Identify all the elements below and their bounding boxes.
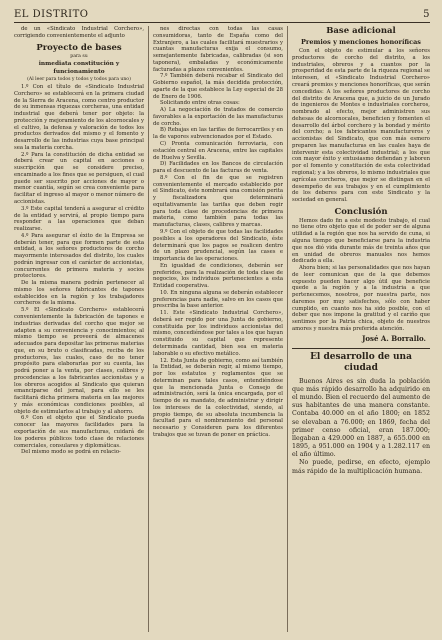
paragraph: 3.º Este capital tenderá a asegurar el crédito de la entidad y servirá, al propio tiempo para responder a las operaciones que deban realizarse.	[14, 205, 144, 233]
paragraph: 9.º Con el objeto de que todas las facilidades posibles a los operadores del Sindicato, éste determinará que los pagos se realicen dentro de un plazo prudencial, según las cases e importancia de las operaciones.	[153, 228, 283, 263]
intro-paragraph: de un «Sindicato Industrial Corchero», corrigiendo convenientemente el adjunto	[14, 26, 144, 39]
paragraph: 11. Este «Sindicato Industrial Corchero», deberá ser regido por una Junta de gobierno, constituida por los individuos accionistas del mismo, concediéndose por tales a los que hayan constituido su capital que represente determinada cantidad, bien sea en materia laborable o su efectivo metálico.	[153, 310, 283, 357]
paragraph: Buenos Aires es sin duda la población que más rápido desarrollo ha adquirido en el mundo. Bien el recuerdo del aumento de sus habitantes de una manera constante. Contaba 40.000 en el año 1800; en 1852 se elevaban a 76.000; en 1869, fecha del primer censo oficial, eran 187.000; llegaban a 429.000 en 1887, a 655.000 en 1895, a 951.000 en 1904 y a 1.282.117 en el año último.	[292, 377, 430, 459]
paragraph: 2.º Para la constitución de dicha entidad se deberá crear un capital en acciones o suscripción que se considere preciso, encaminado a los fines que se persiguen, el cual puede ser suscrito por acciones de mayor o menor cuantía, según se crea conveniente para facilitar el ingreso al mayor o menor número de accionistas.	[14, 151, 144, 205]
paragraph: Solicitando entre otras cosas:	[160, 100, 240, 107]
paragraph: A) La negociación de tratados de comercio favorables a la exportación de las manufacturas de corcho.	[153, 107, 283, 127]
section-rule	[292, 348, 430, 349]
paragraph: No puede, pedirse, en efecto, ejemplo más rápido de la multiplicación humana.	[292, 459, 430, 475]
column-divider	[148, 26, 149, 632]
paragraph: 4.º Para asegurar el éxito de la Empresa se deberán tener, para que formen parte de esta entidad, a los señores productores de corcho mayormente interesados del distrito, los cuales podrán ingresar con el carácter de accionistas, concurrentes de primera materia y socios protectores.	[14, 232, 144, 280]
section-subtitle-2: inmediata constitución y funcionamiento	[38, 61, 120, 75]
conclusion-title: Conclusión	[334, 206, 388, 217]
paragraph: 7.º También deberá recabar el Sindicato del Gobierno español, la más decidida protección, aparte de la que establece la Ley especial de 28 de Enero de 1906.	[153, 73, 283, 100]
header-rule	[14, 22, 430, 23]
paragraph: nes directas con todas las casas consumidoras, tanto de España como del Extranjero, a las cuales facilitará muestrarios y cuantas manufacturas exija el consumo, semejantemente fabricadas, calibradas (si son taponera), embaladas y económicamente facturadas a plazos convenientes.	[153, 26, 283, 73]
paragraph: 8.º Con el fin de que se registren convenientemente el mercado establecido por el Sindicato, éste nombrará una comisión perita y fiscalizadora que determinará equitativamente las tarifas que deben regir para toda clase de procedencias de primera materia, como también para todas las manufacturas, clases, calibres y marcas.	[153, 174, 283, 229]
paragraph: 5.º El «Sindicato Corchero» establecerá convenientemente la fabricación de tapones e industrias derivadas del corcho que mejor se adapten a su conveniencia y conocimientos; al mismo tiempo se proveerá de almacenes adecuados para depositar las primeras materias que, en su bruto o clasificadas, reciba de los productores, las cuales, caso de no tener propósito para elaborarlas por su cuenta, las podrá poner a la venta, por clases, calibres y procedencias a los fabricantes accionistas y a los obreros acogidos al Sindicato que quieran emanciparse del jornal, para ello se les facilitará dicha primera materia en las mejores y más económicas condiciones posibles, al objeto de estimularlos al trabajo y al ahorro.	[14, 307, 144, 415]
paragraph: En igualdad de condiciones, deberán ser preferidos, para la realización de toda clase de negocios, los individuos pertenecientes a esta Entidad cooperativa.	[153, 262, 283, 290]
paragraph: Ahora bien; si las personalidades que nos hayan de leer comunican que de la que debemos expuesto pueden hacer algo útil que beneficie quede a la región y a la industria a que pertenecemos, nosotros, por nuestra parte, nos daremos por muy satisfechos, sólo con haber cumplido, en cuanto nos ha sido posible, con el deber que nos impone la gratitud y el cariño que sentimos por la Patria chica, objeto de nuestros amores y nuestra más preferida atención.	[292, 265, 430, 332]
page-number: 5	[423, 9, 430, 20]
paragraph: 10. En ninguna alguna se deberán establecer preferencias para nadie, salvo en los casos que prescriba la base anterior.	[153, 289, 283, 310]
paragraph: Hemos dado fin a este modesto trabajo, el cual no tiene otro objeto que el de poder ser de alguna utilidad a la región que nos ha servido de cuna, si alguna tiempo que beneficiarse para la industria que nos dió vida durante más de treinta años que en unidad de obreros manuales nos hemos dedicado a ella.	[292, 217, 430, 265]
author-signature: José A. Borrallo.	[362, 333, 426, 343]
column-1	[14, 26, 144, 634]
motto: (Al leer para todos y todos y todos para uno)	[27, 77, 131, 83]
paragraph: C) Pronta comunicación ferroviaria, con estación central en Aracena, entre las capitales de Huelva y Sevilla.	[153, 141, 283, 161]
column-2	[153, 26, 283, 634]
section-subtitle: Premios y menciones honoríficas	[301, 37, 421, 46]
paragraph: Del mismo modo se podrá en relacio-	[21, 449, 121, 456]
paragraph: 12. Esta Junta de gobierno, como así también la Entidad, se deberán regir, al mismo tiempo, por los estatutos y reglamentos que se determinan para tales casos, entendiéndose que la mencionada Junta o Consejo de administración, será la única encargada, por el tiempo de su mandato, de administrar y dirigir los intereses de la colectividad, siendo, al propio tiempo, de su absoluta incumbencia la facultad para el nombramiento del personal necesario y Consideren para los diferentes trabajos que se tuvan de poner en práctica.	[153, 357, 283, 438]
section-title: Base adicional	[326, 26, 396, 36]
paragraph: B) Rebajas en las tarifas de ferrocarriles y en la de vapores subvencionados por el Estado.	[153, 127, 283, 141]
paragraph: 6.º Con el objeto que el Sindicato pueda conocer las mayores facilidades para la exportación de sus manufacturas, cuidará de los poderes públicos todo clase de relaciones comerciales, consulares y diplomáticas.	[14, 415, 144, 449]
paragraph: De la misma manera podrán pertenecer al mismo los señores fabricantes de tapones establecidos en la región y los trabajadores corcheros de la misma.	[14, 280, 144, 307]
paragraph: D) Facilidades en los Bancos de circulación para el descuento de las facturas de venta.	[153, 161, 283, 175]
paragraph: Con el objeto de estimular a los señores productores de corcho del distrito, a los industriales, obreros y a cuantos por la prosperidad de esta parte de la riqueza regional se interesen, el «Sindicato Industrial Corchero» creará premios y menciones honoríficas, que serán concedidas: A los señores productores de corcho del distrito de Aracena que, a juicio de un Jurado de ingenieros de Montes e industriales corcheros, nombrado al efecto, mejor administren sus dehesas de alcornocales, beneficien y fomenten el desarrollo del árbol corchero y la bondad y mérito del corcho; a los fabricantes manufactureros y accionistas del Sindicato, que con más esmero preparen las manufacturas en las cuales haya de intervenir esta colectividad industrial; a los que con mayor éxito y entusiasmo defiendan y laboren por el fomento y constitución de esta colectividad regional; y a los obreros, lo mismo industriales que agrícolas corcheros, que mejor se distingan en el desempeño de sus trabajos y en el cumplimiento de los deberes para con este Sindicato y la sociedad en general.	[292, 48, 430, 204]
section-title: Proyecto de bases	[36, 42, 122, 53]
article-title: El desarrollo de una ciudad	[310, 351, 412, 374]
page-header	[14, 6, 430, 20]
section-subtitle: para su	[70, 54, 88, 60]
paragraph: 1.º Con el título de «Sindicato Industrial Corchero» se establecerá en la primera ciudad de la Sierra de Aracena, como centro productor de su inmensas riquezas corcheras, una entidad industrial que deberá tener por objeto: la protección y mejoramiento de los alcornocales y el cultivo, la defensa y valoración de todos los productos derivados del mismo y el fomento y desarrollo de las industrias cuya base principal sea la materia corcha.	[14, 83, 144, 151]
newspaper-name: EL DISTRITO	[14, 9, 89, 20]
column-divider	[287, 26, 288, 632]
column-3	[292, 26, 430, 634]
